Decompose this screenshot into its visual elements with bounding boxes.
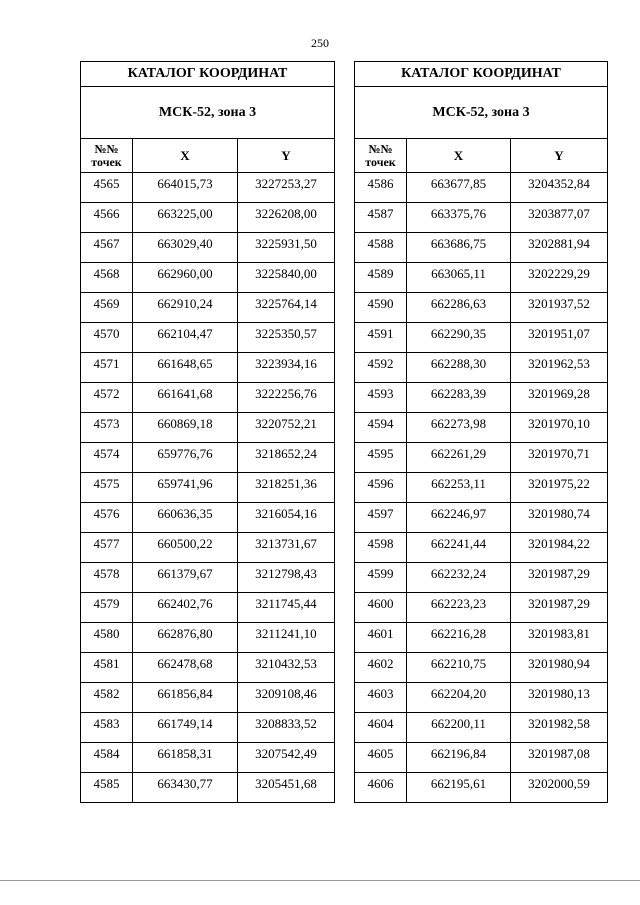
point-number-cell: 4568 — [81, 263, 133, 293]
x-coordinate-cell: 662402,76 — [133, 593, 238, 623]
page-number: 250 — [311, 36, 329, 50]
y-coordinate-cell: 3223934,16 — [238, 353, 335, 383]
point-number-cell: 4592 — [355, 353, 407, 383]
x-coordinate-cell: 663375,76 — [407, 203, 511, 233]
table-row — [81, 683, 335, 713]
table-row — [355, 623, 608, 653]
table-row — [81, 563, 335, 593]
table-row — [81, 623, 335, 653]
point-number-cell: 4598 — [355, 533, 407, 563]
x-coordinate-cell: 662960,00 — [133, 263, 238, 293]
table-row — [81, 653, 335, 683]
column-header-point-number — [81, 139, 133, 173]
point-number-cell: 4594 — [355, 413, 407, 443]
x-coordinate-cell: 659776,76 — [133, 443, 238, 473]
table-row — [81, 293, 335, 323]
point-number-cell: 4570 — [81, 323, 133, 353]
column-header-number-sign: №№ — [368, 141, 393, 156]
point-number-cell: 4580 — [81, 623, 133, 653]
point-number-cell: 4597 — [355, 503, 407, 533]
point-number-cell: 4601 — [355, 623, 407, 653]
table-row — [81, 773, 335, 803]
y-coordinate-cell: 3218251,36 — [238, 473, 335, 503]
table-row — [355, 743, 608, 773]
table-row — [81, 443, 335, 473]
point-number-cell: 4582 — [81, 683, 133, 713]
x-coordinate-cell: 662283,39 — [407, 383, 511, 413]
y-coordinate-cell: 3227253,27 — [238, 173, 335, 203]
table-row — [355, 203, 608, 233]
x-coordinate-cell: 661641,68 — [133, 383, 238, 413]
y-coordinate-cell: 3201951,07 — [511, 323, 608, 353]
y-coordinate-cell: 3222256,76 — [238, 383, 335, 413]
table-row — [81, 503, 335, 533]
x-coordinate-cell: 661749,14 — [133, 713, 238, 743]
y-coordinate-cell: 3218652,24 — [238, 443, 335, 473]
point-number-cell: 4604 — [355, 713, 407, 743]
point-number-cell: 4600 — [355, 593, 407, 623]
table-row — [81, 743, 335, 773]
point-number-cell: 4596 — [355, 473, 407, 503]
table-row — [81, 233, 335, 263]
table-row — [355, 683, 608, 713]
y-coordinate-cell: 3204352,84 — [511, 173, 608, 203]
y-coordinate-cell: 3201980,94 — [511, 653, 608, 683]
y-coordinate-cell: 3202229,29 — [511, 263, 608, 293]
x-coordinate-cell: 662223,23 — [407, 593, 511, 623]
point-number-cell: 4574 — [81, 443, 133, 473]
point-number-cell: 4578 — [81, 563, 133, 593]
x-coordinate-cell: 662478,68 — [133, 653, 238, 683]
table-subtitle: МСК-52, зона 3 — [81, 87, 335, 139]
x-coordinate-cell: 662241,44 — [407, 533, 511, 563]
y-coordinate-cell: 3201969,28 — [511, 383, 608, 413]
x-coordinate-cell: 662288,30 — [407, 353, 511, 383]
point-number-cell: 4591 — [355, 323, 407, 353]
x-coordinate-cell: 662261,29 — [407, 443, 511, 473]
table-row — [81, 323, 335, 353]
table-title: КАТАЛОГ КООРДИНАТ — [355, 62, 608, 87]
x-coordinate-cell: 663029,40 — [133, 233, 238, 263]
x-coordinate-cell: 662196,84 — [407, 743, 511, 773]
column-header-point-number — [355, 139, 407, 173]
table-row — [81, 383, 335, 413]
y-coordinate-cell: 3201984,22 — [511, 533, 608, 563]
x-coordinate-cell: 662200,11 — [407, 713, 511, 743]
x-coordinate-cell: 662273,98 — [407, 413, 511, 443]
x-coordinate-cell: 662290,35 — [407, 323, 511, 353]
table-row — [81, 593, 335, 623]
table-title: КАТАЛОГ КООРДИНАТ — [81, 62, 335, 87]
point-number-cell: 4569 — [81, 293, 133, 323]
y-coordinate-cell: 3205451,68 — [238, 773, 335, 803]
y-coordinate-cell: 3226208,00 — [238, 203, 335, 233]
y-coordinate-cell: 3201987,29 — [511, 593, 608, 623]
point-number-cell: 4566 — [81, 203, 133, 233]
table-row — [355, 233, 608, 263]
y-coordinate-cell: 3201987,08 — [511, 743, 608, 773]
table-row — [355, 653, 608, 683]
table-row — [81, 173, 335, 203]
coordinate-catalog-table-left — [80, 61, 335, 803]
point-number-cell: 4587 — [355, 203, 407, 233]
point-number-cell: 4588 — [355, 233, 407, 263]
y-coordinate-cell: 3212798,43 — [238, 563, 335, 593]
point-number-cell: 4606 — [355, 773, 407, 803]
footer-divider — [0, 880, 640, 881]
table-subtitle: МСК-52, зона 3 — [355, 87, 608, 139]
x-coordinate-cell: 662210,75 — [407, 653, 511, 683]
x-coordinate-cell: 661856,84 — [133, 683, 238, 713]
table-row — [355, 503, 608, 533]
table-row — [81, 413, 335, 443]
y-coordinate-cell: 3225350,57 — [238, 323, 335, 353]
y-coordinate-cell: 3210432,53 — [238, 653, 335, 683]
x-coordinate-cell: 663225,00 — [133, 203, 238, 233]
x-coordinate-cell: 661858,31 — [133, 743, 238, 773]
table-row — [355, 263, 608, 293]
column-header-points: точек — [365, 154, 396, 169]
point-number-cell: 4585 — [81, 773, 133, 803]
table-row — [81, 263, 335, 293]
y-coordinate-cell: 3216054,16 — [238, 503, 335, 533]
table-row — [81, 533, 335, 563]
y-coordinate-cell: 3201970,71 — [511, 443, 608, 473]
x-coordinate-cell: 660869,18 — [133, 413, 238, 443]
x-coordinate-cell: 663430,77 — [133, 773, 238, 803]
y-coordinate-cell: 3211745,44 — [238, 593, 335, 623]
point-number-cell: 4605 — [355, 743, 407, 773]
y-coordinate-cell: 3225840,00 — [238, 263, 335, 293]
point-number-cell: 4589 — [355, 263, 407, 293]
y-coordinate-cell: 3201980,13 — [511, 683, 608, 713]
table-body — [355, 173, 608, 803]
table-row — [355, 353, 608, 383]
y-coordinate-cell: 3213731,67 — [238, 533, 335, 563]
point-number-cell: 4583 — [81, 713, 133, 743]
table-row — [81, 713, 335, 743]
table-row — [355, 533, 608, 563]
point-number-cell: 4573 — [81, 413, 133, 443]
table-row — [81, 473, 335, 503]
table-row — [81, 203, 335, 233]
x-coordinate-cell: 662286,63 — [407, 293, 511, 323]
y-coordinate-cell: 3201983,81 — [511, 623, 608, 653]
x-coordinate-cell: 663065,11 — [407, 263, 511, 293]
x-coordinate-cell: 661648,65 — [133, 353, 238, 383]
x-coordinate-cell: 662246,97 — [407, 503, 511, 533]
y-coordinate-cell: 3211241,10 — [238, 623, 335, 653]
y-coordinate-cell: 3201987,29 — [511, 563, 608, 593]
table-row — [355, 473, 608, 503]
y-coordinate-cell: 3201962,53 — [511, 353, 608, 383]
table-row — [355, 773, 608, 803]
x-coordinate-cell: 661379,67 — [133, 563, 238, 593]
point-number-cell: 4581 — [81, 653, 133, 683]
y-coordinate-cell: 3225764,14 — [238, 293, 335, 323]
y-coordinate-cell: 3201937,52 — [511, 293, 608, 323]
x-coordinate-cell: 660500,22 — [133, 533, 238, 563]
point-number-cell: 4579 — [81, 593, 133, 623]
point-number-cell: 4586 — [355, 173, 407, 203]
x-coordinate-cell: 663677,85 — [407, 173, 511, 203]
x-coordinate-cell: 662104,47 — [133, 323, 238, 353]
table-row — [355, 443, 608, 473]
x-coordinate-cell: 664015,73 — [133, 173, 238, 203]
y-coordinate-cell: 3202881,94 — [511, 233, 608, 263]
point-number-cell: 4576 — [81, 503, 133, 533]
point-number-cell: 4575 — [81, 473, 133, 503]
point-number-cell: 4572 — [81, 383, 133, 413]
column-header-y: Y — [511, 139, 608, 173]
point-number-cell: 4602 — [355, 653, 407, 683]
y-coordinate-cell: 3209108,46 — [238, 683, 335, 713]
y-coordinate-cell: 3201982,58 — [511, 713, 608, 743]
table-row — [355, 713, 608, 743]
x-coordinate-cell: 662216,28 — [407, 623, 511, 653]
x-coordinate-cell: 662204,20 — [407, 683, 511, 713]
table-row — [355, 323, 608, 353]
x-coordinate-cell: 663686,75 — [407, 233, 511, 263]
point-number-cell: 4590 — [355, 293, 407, 323]
point-number-cell: 4603 — [355, 683, 407, 713]
y-coordinate-cell: 3225931,50 — [238, 233, 335, 263]
y-coordinate-cell: 3201970,10 — [511, 413, 608, 443]
x-coordinate-cell: 660636,35 — [133, 503, 238, 533]
table-row — [355, 593, 608, 623]
point-number-cell: 4593 — [355, 383, 407, 413]
table-row — [355, 173, 608, 203]
table-body — [81, 173, 335, 803]
table-row — [81, 353, 335, 383]
x-coordinate-cell: 659741,96 — [133, 473, 238, 503]
table-row — [355, 293, 608, 323]
point-number-cell: 4565 — [81, 173, 133, 203]
column-header-y: Y — [238, 139, 335, 173]
column-header-x: X — [133, 139, 238, 173]
x-coordinate-cell: 662232,24 — [407, 563, 511, 593]
point-number-cell: 4584 — [81, 743, 133, 773]
y-coordinate-cell: 3201975,22 — [511, 473, 608, 503]
column-header-number-sign: №№ — [94, 141, 119, 156]
point-number-cell: 4567 — [81, 233, 133, 263]
point-number-cell: 4595 — [355, 443, 407, 473]
y-coordinate-cell: 3201980,74 — [511, 503, 608, 533]
point-number-cell: 4599 — [355, 563, 407, 593]
x-coordinate-cell: 662195,61 — [407, 773, 511, 803]
x-coordinate-cell: 662876,80 — [133, 623, 238, 653]
table-row — [355, 563, 608, 593]
y-coordinate-cell: 3208833,52 — [238, 713, 335, 743]
x-coordinate-cell: 662910,24 — [133, 293, 238, 323]
table-row — [355, 383, 608, 413]
x-coordinate-cell: 662253,11 — [407, 473, 511, 503]
point-number-cell: 4571 — [81, 353, 133, 383]
point-number-cell: 4577 — [81, 533, 133, 563]
coordinate-catalog-table-right — [354, 61, 608, 803]
table-row — [355, 413, 608, 443]
y-coordinate-cell: 3207542,49 — [238, 743, 335, 773]
column-header-points: точек — [91, 154, 122, 169]
y-coordinate-cell: 3220752,21 — [238, 413, 335, 443]
y-coordinate-cell: 3202000,59 — [511, 773, 608, 803]
column-header-x: X — [407, 139, 511, 173]
y-coordinate-cell: 3203877,07 — [511, 203, 608, 233]
